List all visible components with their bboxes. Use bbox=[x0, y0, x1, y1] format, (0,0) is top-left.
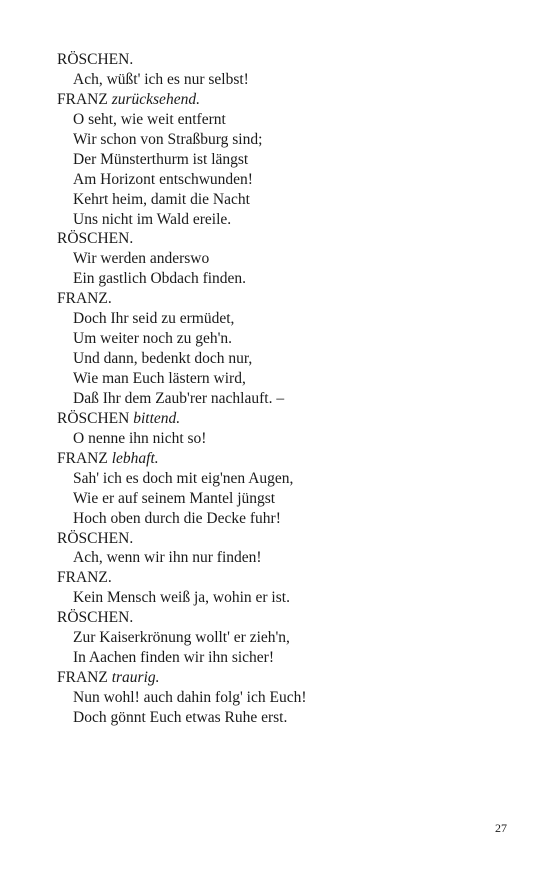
speaker-name: RÖSCHEN. bbox=[57, 230, 134, 248]
speaker-line bbox=[57, 529, 517, 549]
verse-line: Der Münsterthurm ist längst bbox=[73, 150, 249, 168]
speaker-line bbox=[57, 229, 517, 249]
play-text bbox=[57, 50, 517, 728]
speaker-line bbox=[57, 289, 517, 309]
verse-line: Wir werden anderswo bbox=[73, 250, 210, 268]
verse-line: Am Horizont entschwunden! bbox=[73, 170, 253, 188]
speaker-name: FRANZ. bbox=[57, 290, 112, 308]
verse-line: Kehrt heim, damit die Nacht bbox=[73, 190, 250, 208]
verse-line: Zur Kaiserkrönung wollt' er zieh'n, bbox=[73, 629, 290, 647]
stage-direction: bittend. bbox=[133, 409, 181, 427]
verse-line: Kein Mensch weiß ja, wohin er ist. bbox=[73, 589, 290, 607]
verse-line: Ach, wenn wir ihn nur finden! bbox=[73, 549, 262, 567]
speaker-name: RÖSCHEN bbox=[57, 409, 130, 427]
verse-line: In Aachen finden wir ihn sicher! bbox=[73, 649, 275, 667]
verse-line: O nenne ihn nicht so! bbox=[73, 429, 207, 447]
verse-line: Und dann, bedenkt doch nur, bbox=[73, 350, 253, 368]
verse-line: Doch Ihr seid zu ermüdet, bbox=[73, 310, 235, 328]
speaker-name: RÖSCHEN. bbox=[57, 609, 134, 627]
verse-line: Wie man Euch lästern wird, bbox=[73, 370, 246, 387]
verse-line: Uns nicht im Wald ereile. bbox=[73, 210, 232, 228]
verse-line: Nun wohl! auch dahin folg' ich Euch! bbox=[73, 689, 307, 706]
speaker-name: FRANZ. bbox=[57, 569, 112, 587]
stage-direction: zurücksehend. bbox=[111, 90, 200, 108]
speaker-line bbox=[57, 50, 517, 70]
verse-line: Wir schon von Straßburg sind; bbox=[73, 130, 263, 148]
speaker-name: RÖSCHEN. bbox=[57, 529, 134, 547]
verse-line: Wie er auf seinem Mantel jüngst bbox=[73, 489, 276, 507]
speaker-line bbox=[57, 449, 517, 469]
page-number: 27 bbox=[495, 821, 507, 835]
verse-line: O seht, wie weit entfernt bbox=[73, 110, 226, 128]
verse-line: Hoch oben durch die Decke fuhr! bbox=[73, 509, 281, 527]
speaker-line bbox=[57, 90, 517, 110]
speaker-line bbox=[57, 608, 517, 628]
speaker-line bbox=[57, 568, 517, 588]
speaker-name: RÖSCHEN. bbox=[57, 51, 134, 68]
speaker-name: FRANZ bbox=[57, 90, 108, 108]
verse-line: Ein gastlich Obdach finden. bbox=[73, 270, 247, 288]
speaker-name: FRANZ bbox=[57, 669, 108, 687]
verse-line: Doch gönnt Euch etwas Ruhe erst. bbox=[73, 708, 288, 726]
speaker-line bbox=[57, 409, 517, 429]
speaker-name: FRANZ bbox=[57, 449, 108, 467]
verse-line: Um weiter noch zu geh'n. bbox=[73, 330, 233, 348]
verse-line: Daß Ihr dem Zaub'rer nachlauft. – bbox=[73, 389, 285, 407]
verse-line: Sah' ich es doch mit eig'nen Augen, bbox=[73, 469, 294, 487]
stage-direction: traurig. bbox=[111, 669, 160, 687]
stage-direction: lebhaft. bbox=[111, 449, 159, 467]
verse-line: Ach, wüßt' ich es nur selbst! bbox=[73, 70, 249, 88]
speaker-line bbox=[57, 668, 517, 688]
